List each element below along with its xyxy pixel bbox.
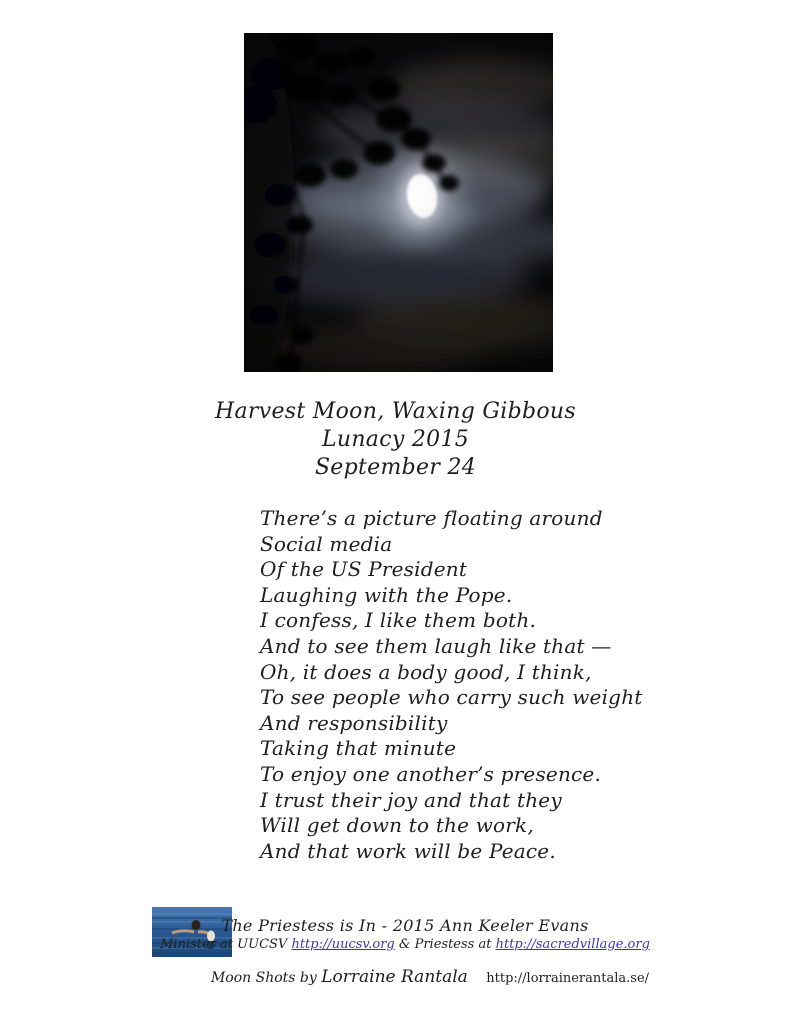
poem-line: Laughing with the Pope. <box>260 582 513 607</box>
title-line-2: Lunacy 2015 <box>321 427 470 452</box>
poem-line: Oh, it does a body good, I think, <box>260 659 592 684</box>
priestess-text: Priestess at <box>414 937 492 952</box>
sacredvillage-link[interactable]: http://sacredvillage.org <box>495 937 650 952</box>
moon-photo-art <box>244 33 553 372</box>
poem-line: I confess, I like them both. <box>260 608 537 633</box>
poem-line: To see people who carry such weight <box>260 685 643 710</box>
poem-line: Social media <box>260 531 393 556</box>
title-line-3: September 24 <box>314 455 477 480</box>
affiliations-line <box>115 936 695 953</box>
photo-vignette <box>244 33 553 372</box>
poem-line: Of the US President <box>260 557 468 582</box>
minister-prefix: Minister at UUCSV <box>160 937 288 952</box>
ampersand: & <box>398 937 411 952</box>
poem-line: And to see them laugh like that — <box>260 633 612 658</box>
poem-line: And that work will be Peace. <box>260 838 556 863</box>
poem-line: There’s a picture floating around <box>260 506 603 530</box>
moonshots-credit <box>140 966 720 990</box>
moon-photo <box>244 33 553 372</box>
uucsv-link[interactable]: http://uucsv.org <box>291 937 395 952</box>
poem-line: And responsibility <box>260 710 448 735</box>
moonshots-prefix: Moon Shots by <box>210 970 317 986</box>
poem-line: Taking that minute <box>260 736 457 761</box>
title-line-1: Harvest Moon, Waxing Gibbous <box>215 399 576 424</box>
footer-credits <box>115 915 695 953</box>
photographer-name: Lorraine Rantala <box>321 967 468 987</box>
poem <box>260 506 643 864</box>
photographer-url: http://lorrainerantala.se/ <box>486 971 650 986</box>
poem-line: Will get down to the work, <box>260 813 534 838</box>
title-block <box>0 398 791 482</box>
poem-line: I trust their joy and that they <box>260 787 562 812</box>
byline: The Priestess is In - 2015 Ann Keeler Evans <box>221 916 589 935</box>
poem-line: To enjoy one another’s presence. <box>260 761 602 786</box>
